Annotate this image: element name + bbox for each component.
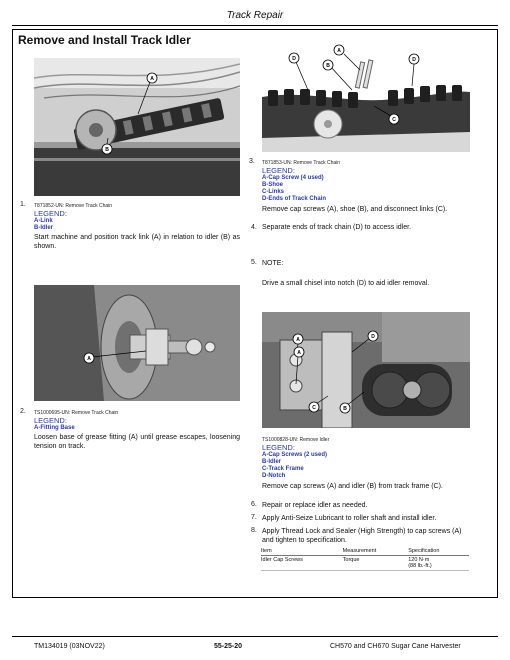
step-8-number: 8. <box>251 527 257 534</box>
footer-page-number: 55-25-20 <box>214 643 243 650</box>
step-8-text: Apply Thread Lock and Sealer (High Strength) to cap screws (A) and tighten to specification. <box>262 528 462 544</box>
step-3-legend-title: LEGEND: <box>262 166 295 175</box>
idler-legend-title: LEGEND: <box>262 443 295 452</box>
svg-text:A: A <box>87 356 91 362</box>
spec-header-specification: Specification <box>408 547 469 556</box>
callout-a-cap-screw-lower <box>294 347 304 357</box>
callout-d-chain-end-left <box>289 53 299 63</box>
step-2-legend-a: A-Fitting Base <box>34 425 75 431</box>
spec-value-imperial: (88 lb.-ft.) <box>408 563 432 569</box>
step-2-text: Loosen base of grease fitting (A) until grease escapes, loosening tension on track. <box>34 434 240 450</box>
callout-c-track-frame <box>309 402 319 412</box>
step-2-number: 2. <box>20 408 26 415</box>
step-1-legend-title: LEGEND: <box>34 209 67 218</box>
step-6-text: Repair or replace idler as needed. <box>262 502 368 509</box>
footer-doc-id: TM134019 (03NOV22) <box>34 643 105 650</box>
spec-value-metric: 120 N·m <box>408 557 430 563</box>
step-2-caption: TS1000695-UN: Remove Track Chain <box>34 410 119 416</box>
idler-legend-d: D-Notch <box>262 473 286 479</box>
callout-a-link <box>147 73 157 83</box>
step-5-note-label: NOTE: <box>262 260 284 267</box>
svg-text:B: B <box>105 147 109 153</box>
spec-cell-measurement: Torque <box>343 556 409 571</box>
step-3-legend-a: A-Cap Screw (4 used) <box>262 175 324 181</box>
step-6-number: 6. <box>251 501 257 508</box>
callout-d-notch <box>368 331 378 341</box>
callout-b-idler <box>102 144 112 154</box>
callout-b-idler <box>340 403 350 413</box>
svg-text:D: D <box>371 334 375 340</box>
idler-text: Remove cap screws (A) and idler (B) from track frame (C). <box>262 483 443 490</box>
step-5-number: 5. <box>251 259 257 266</box>
step-5-note-text: Drive a small chisel into notch (D) to aid idler removal. <box>262 280 430 287</box>
svg-text:C: C <box>392 117 396 123</box>
header-title: Track Repair <box>226 10 284 21</box>
callout-d-chain-end-right <box>409 54 419 64</box>
svg-text:D: D <box>412 57 416 63</box>
spec-table <box>261 547 469 571</box>
photo-track-chain <box>262 42 470 152</box>
step-1-text: Start machine and position track link (A) in relation to idler (B) as shown. <box>34 234 240 250</box>
photo-track-link <box>34 58 240 196</box>
idler-legend-b: B-Idler <box>262 459 282 465</box>
idler-legend-a: A-Cap Screws (2 used) <box>262 452 328 458</box>
svg-text:A: A <box>150 76 154 82</box>
step-2-legend-title: LEGEND: <box>34 416 67 425</box>
step-4-text: Separate ends of track chain (D) to access idler. <box>262 224 412 231</box>
spec-header-item: Item <box>261 547 343 556</box>
step-1-number: 1. <box>20 201 26 208</box>
svg-text:B: B <box>343 406 347 412</box>
spec-table-header-row <box>261 547 469 556</box>
page-header <box>12 9 498 26</box>
step-3-legend-b: B-Shoe <box>262 182 283 188</box>
step-1-caption: T871852-UN: Remove Track Chain <box>34 203 113 209</box>
photo-idler <box>262 312 470 428</box>
footer-divider <box>12 636 498 637</box>
step-3-legend-c: C-Links <box>262 189 285 195</box>
spec-cell-item: Idler Cap Screws <box>261 556 343 571</box>
callout-a-fitting-base <box>84 353 94 363</box>
idler-caption: TS1000828-UN: Remove Idler <box>262 437 330 443</box>
table-row <box>261 556 469 571</box>
step-4-number: 4. <box>251 224 257 231</box>
svg-text:B: B <box>326 63 330 69</box>
step-1-legend-b: B-Idler <box>34 225 54 231</box>
callout-c-links <box>389 114 399 124</box>
step-7-text: Apply Anti-Seize Lubricant to roller shaft and install idler. <box>262 515 437 522</box>
svg-text:C: C <box>312 405 316 411</box>
step-3-caption: T871853-UN: Remove Track Chain <box>262 160 341 166</box>
section-title: Remove and Install Track Idler <box>18 33 191 47</box>
step-1-legend-a: A-Link <box>34 218 53 224</box>
callout-b-shoe <box>323 60 333 70</box>
step-3-text: Remove cap screws (A), shoe (B), and disconnect links (C). <box>262 206 448 213</box>
svg-text:A: A <box>337 48 341 54</box>
step-7-number: 7. <box>251 514 257 521</box>
svg-text:A: A <box>297 350 301 356</box>
step-3-legend-d: D-Ends of Track Chain <box>262 196 327 202</box>
callout-a-cap-screw-upper <box>293 334 303 344</box>
idler-legend-c: C-Track Frame <box>262 466 304 472</box>
spec-header-measurement: Measurement <box>343 547 409 556</box>
callout-a-cap-screw <box>334 45 344 55</box>
step-3-number: 3. <box>249 158 255 165</box>
spec-cell-specification <box>408 556 469 571</box>
svg-text:A: A <box>296 337 300 343</box>
svg-text:D: D <box>292 56 296 62</box>
footer-product: CH570 and CH670 Sugar Cane Harvester <box>330 643 461 650</box>
photo-grease-fitting <box>34 285 240 401</box>
